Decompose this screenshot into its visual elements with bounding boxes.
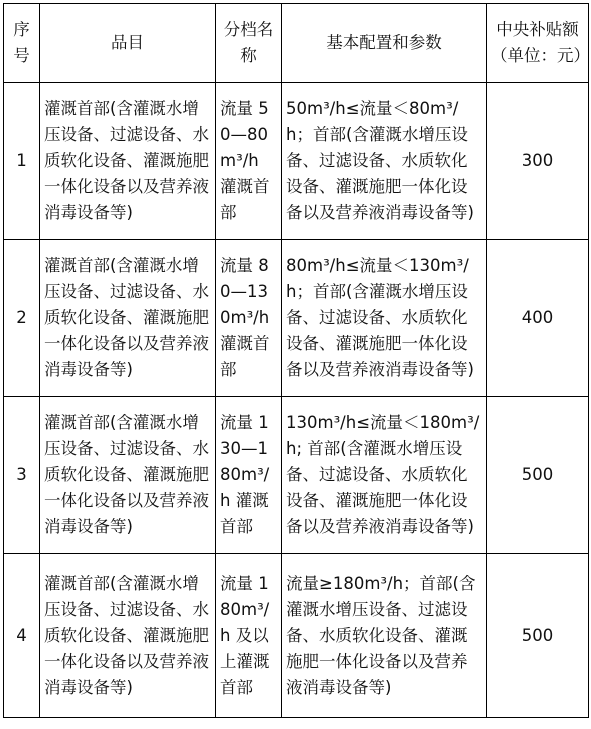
row-subsidy: 500: [487, 554, 589, 718]
row-index: 3: [4, 397, 40, 554]
row-subsidy: 500: [487, 397, 589, 554]
row-index: 2: [4, 240, 40, 397]
row-config: 80m³/h≤流量＜130m³/h；首部(含灌溉水增压设备、过滤设备、水质软化设备、灌溉施肥一体化设备以及营养液消毒设备等): [282, 240, 487, 397]
row-index: 1: [4, 83, 40, 240]
row-grade: 流量 50—80m³/h 灌溉首部: [216, 83, 282, 240]
row-index: 4: [4, 554, 40, 718]
header-grade: 分档名称: [216, 4, 282, 83]
table-row: [4, 240, 589, 397]
header-index: 序号: [4, 4, 40, 83]
row-item: 灌溉首部(含灌溉水增压设备、过滤设备、水质软化设备、灌溉施肥一体化设备以及营养液消毒设备等): [40, 240, 216, 397]
subsidy-table: [3, 3, 589, 718]
header-item: 品目: [40, 4, 216, 83]
row-grade: 流量 130—180m³/h 灌溉首部: [216, 397, 282, 554]
header-config: 基本配置和参数: [282, 4, 487, 83]
header-subsidy: 中央补贴额 （单位：元）: [487, 4, 589, 83]
row-item: 灌溉首部(含灌溉水增压设备、过滤设备、水质软化设备、灌溉施肥一体化设备以及营养液消毒设备等): [40, 397, 216, 554]
table-row: [4, 83, 589, 240]
row-config: 130m³/h≤流量＜180m³/h; 首部(含灌溉水增压设备、过滤设备、水质软化设备、灌溉施肥一体化设备以及营养液消毒设备等): [282, 397, 487, 554]
row-item: 灌溉首部(含灌溉水增压设备、过滤设备、水质软化设备、灌溉施肥一体化设备以及营养液消毒设备等): [40, 83, 216, 240]
row-subsidy: 400: [487, 240, 589, 397]
row-grade: 流量 180m³/h 及以上灌溉首部: [216, 554, 282, 718]
row-item: 灌溉首部(含灌溉水增压设备、过滤设备、水质软化设备、灌溉施肥一体化设备以及营养液消毒设备等): [40, 554, 216, 718]
row-grade: 流量 80—130m³/h 灌溉首部: [216, 240, 282, 397]
table-row: [4, 397, 589, 554]
row-config: 流量≥180m³/h；首部(含灌溉水增压设备、过滤设备、水质软化设备、灌溉施肥一体化设备以及营养液消毒设备等): [282, 554, 487, 718]
header-row: [4, 4, 589, 83]
row-subsidy: 300: [487, 83, 589, 240]
row-config: 50m³/h≤流量＜80m³/h；首部(含灌溉水增压设备、过滤设备、水质软化设备、灌溉施肥一体化设备以及营养液消毒设备等): [282, 83, 487, 240]
table-row: [4, 554, 589, 718]
